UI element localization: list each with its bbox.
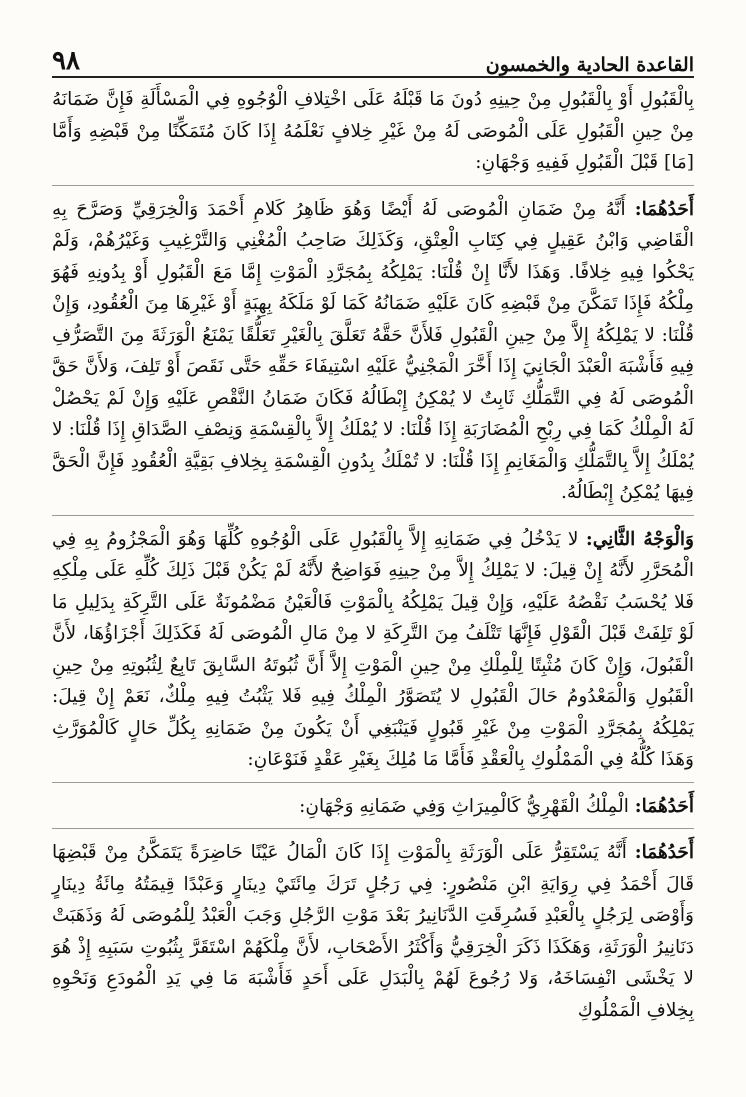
divider [52,782,694,783]
paragraph-text: لا يَدْخُلُ فِي ضَمَانِهِ إِلاَّ بِالْقَبُولِ عَلَى الْوُجُوهِ كُلِّهَا وَهُوَ الْمَجْزُومُ بِهِ فِي الْمُحَرَّرِ لأَنَّهُ إِنْ قِيلَ: لا يَمْلِكُ إِلاَّ مِنْ حِينِهِ فَوَاضِحٌ لأَنَّهُ لَمْ يَكُنْ قَبْلَ ذَلِكَ كُلِّهِ عَلَى مِلْكِهِ فَلا يُحْسَبُ نَقْصُهُ عَلَيْهِ، وَإِنْ قِيلَ يَمْلِكُهُ بِالْمَوْتِ فَالْعَيْنُ مَضْمُونَةٌ عَلَى التَّرِكَةِ بِدَلِيلِ مَا لَوْ تَلِفَتْ قَبْلَ الْقَوْلِ فَإِنَّهَا تَتْلَفُ مِنَ التَّرِكَةِ لا مِنْ مَالِ الْمُوصَى لَهُ فَكَذَلِكَ أَجْزَاؤُهَا، لأَنَّ الْقَبُولَ، وَإِنْ كَانَ مُثْبِتًا لِلْمِلْكِ مِنْ حِينِ الْمَوْتِ إِلاَّ أَنَّ ثُبُوتَهُ السَّابِقَ تَابِعٌ لِثُبُوتِهِ مِنْ حِينِ الْقَبُولِ وَالْمَعْدُومُ حَالَ الْقَبُولِ لا يُتَصَوَّرُ الْمِلْكُ فِيهِ فَلا يَثْبُتُ فِيهِ مِلْكٌ، نَعَمْ إِنْ قِيلَ: يَمْلِكُهُ بِمُجَرَّدِ الْمَوْتِ مِنْ غَيْرِ قَبُولٍ فَيَنْبَغِي أَنْ يَكُونَ مِنْ ضَمَانِهِ بِكُلِّ حَالٍ كَالْمُوَرَّثِ وَهَذَا كُلُّهُ فِي الْمَمْلُوكِ بِالْعَقْدِ فَأَمَّا مَا مُلِكَ بِغَيْرِ عَقْدٍ فَنَوْعَانِ: [52,528,694,770]
paragraph-text: بِالْقَبُولِ أَوْ بِالْقَبُولِ مِنْ حِينِهِ دُونَ مَا قَبْلَهُ عَلَى اخْتِلافِ الْوُجُوهِ فِي الْمَسْأَلَةِ فَإِنَّ ضَمَانَهُ مِنْ حِينِ الْقَبُولِ عَلَى الْمُوصَى لَهُ مِنْ غَيْرِ خِلافٍ نَعْلَمُهُ إِذَا كَانَ مُتَمَكِّنًا مِنْ قَبْضِهِ وَأَمَّا [مَا] قَبْلَ الْقَبُولِ فَفِيهِ وَجْهَانِ: [52,89,694,173]
paragraph-lead: أَحَدُهُمَا: [634,842,694,863]
paragraph-text: الْمِلْكُ الْقَهْرِيُّ كَالْمِيرَاثِ وَفِي ضَمَانِهِ وَجْهَانِ: [299,795,635,817]
paragraph-lead: أَحَدُهُمَا: [634,198,694,220]
paragraph [52,837,694,1026]
paragraph [52,194,694,509]
paragraph-lead: وَالْوَجْهُ الثَّانِي: [585,528,694,550]
divider [52,515,694,516]
paragraph-text: أَنَّهُ يَسْتَقِرُّ عَلَى الْوَرَثَةِ بِالْمَوْتِ إِذَا كَانَ الْمَالُ عَيْنًا حَاضِرَةً يَتَمَكَّنُ مِنْ قَبْضِهَا قَالَ أَحْمَدُ فِي رِوَايَةِ ابْنِ مَنْصُورٍ: فِي رَجُلٍ تَرَكَ مِائَتَيْ دِينَارٍ وَعَبْدًا قِيمَتُهُ مِائَةُ دِينَارٍ وَأَوْصَى لِرَجُلٍ بِالْعَبْدِ فَسُرِقَتِ الدَّنَانِيرُ بَعْدَ مَوْتِ الرَّجُلِ وَجَبَ الْعَبْدُ لِلْمُوصَى لَهُ وَذَهَبَتْ دَنَانِيرُ الْوَرَثَةِ، وَهَكَذَا ذَكَرَ الْخِرَقِيُّ وَأَكْثَرُ الأَصْحَابِ، لأَنَّ مِلْكَهُمْ اسْتَقَرَّ بِثُبُوتِ سَبَبِهِ إِذْ هُوَ لا يَخْشَى انْفِسَاخَهُ، وَلا رُجُوعَ لَهُمْ بِالْبَدَلِ عَلَى أَحَدٍ فَأَشْبَهَ مَا فِي يَدِ الْمُودَعِ وَنَحْوِهِ بِخِلافِ الْمَمْلُوكِ [52,842,694,1021]
page-body [52,84,694,1026]
paragraph [52,791,694,823]
paragraph-lead: أَحَدُهُمَا: [634,795,694,817]
running-title: القاعدة الحادية والخمسون [485,54,694,76]
page-number: ٩٨ [52,46,80,76]
divider [52,828,694,829]
paragraph [52,524,694,776]
page-header [52,40,694,78]
divider [52,185,694,186]
paragraph [52,84,694,179]
paragraph-text: أَنَّهُ مِنْ ضَمَانِ الْمُوصَى لَهُ أَيْضًا وَهُوَ ظَاهِرُ كَلامِ أَحْمَدَ وَالْخِرَقِيِّ وَصَرَّحَ بِهِ الْقَاضِي وَابْنُ عَقِيلٍ فِي كِتَابِ الْعِتْقِ، وَكَذَلِكَ صَاحِبُ الْمُغْنِي وَالتَّرْغِيبِ وَغَيْرُهُمْ، وَلَمْ يَحْكُوا فِيهِ خِلافًا. وَهَذَا لأَنَّا إِنْ قُلْنَا: يَمْلِكُهُ بِمُجَرَّدِ الْمَوْتِ إِمَّا مَعَ الْقَبُولِ أَوْ بِدُونِهِ فَهُوَ مِلْكُهُ فَإِذَا تَمَكَّنَ مِنْ قَبْضِهِ كَانَ عَلَيْهِ ضَمَانُهُ كَمَا لَوْ مَلَكَهُ بِهِبَةٍ أَوْ غَيْرِهَا مِنَ الْعُقُودِ، وَإِنْ قُلْنَا: لا يَمْلِكُهُ إِلاَّ مِنْ حِينِ الْقَبُولِ فَلأَنَّ حَقَّهُ تَعَلَّقَ بِالْغَيْرِ تَعَلُّقًا يَمْنَعُ الْوَرَثَةَ مِنَ التَّصَرُّفِ فِيهِ فَأَشْبَهَ الْعَبْدَ الْجَانِيَ إِذَا أَخَّرَ الْمَجْنِيُّ عَلَيْهِ اسْتِيفَاءَ حَقِّهِ حَتَّى نَقَصَ أَوْ تَلِفَ، وَلأَنَّ حَقَّ الْمُوصَى لَهُ فِي التَّمَلُّكِ ثَابِتٌ لا يُمْكِنُ إِبْطَالُهُ فَكَانَ ضَمَانُ النَّقْصِ عَلَيْهِ وَإِنْ لَمْ يَحْصُلْ لَهُ الْمِلْكُ كَمَا فِي رِبْحِ الْمُضَارَبَةِ إِذَا قُلْنَا: لا يُمْلَكُ إِلاَّ بِالْقِسْمَةِ وَنِصْفِ الصَّدَاقِ إِذَا قُلْنَا: لا يُمْلَكُ إِلاَّ بِالتَّمَلُّكِ وَالْمَغَانِمِ إِذَا قُلْنَا: لا تُمْلَكُ بِدُونِ الْقِسْمَةِ بِخِلافِ بَقِيَّةِ الْعُقُودِ فَإِنَّ الْحَقَّ فِيهَا يُمْكِنُ إِبْطَالُهُ. [52,198,694,503]
